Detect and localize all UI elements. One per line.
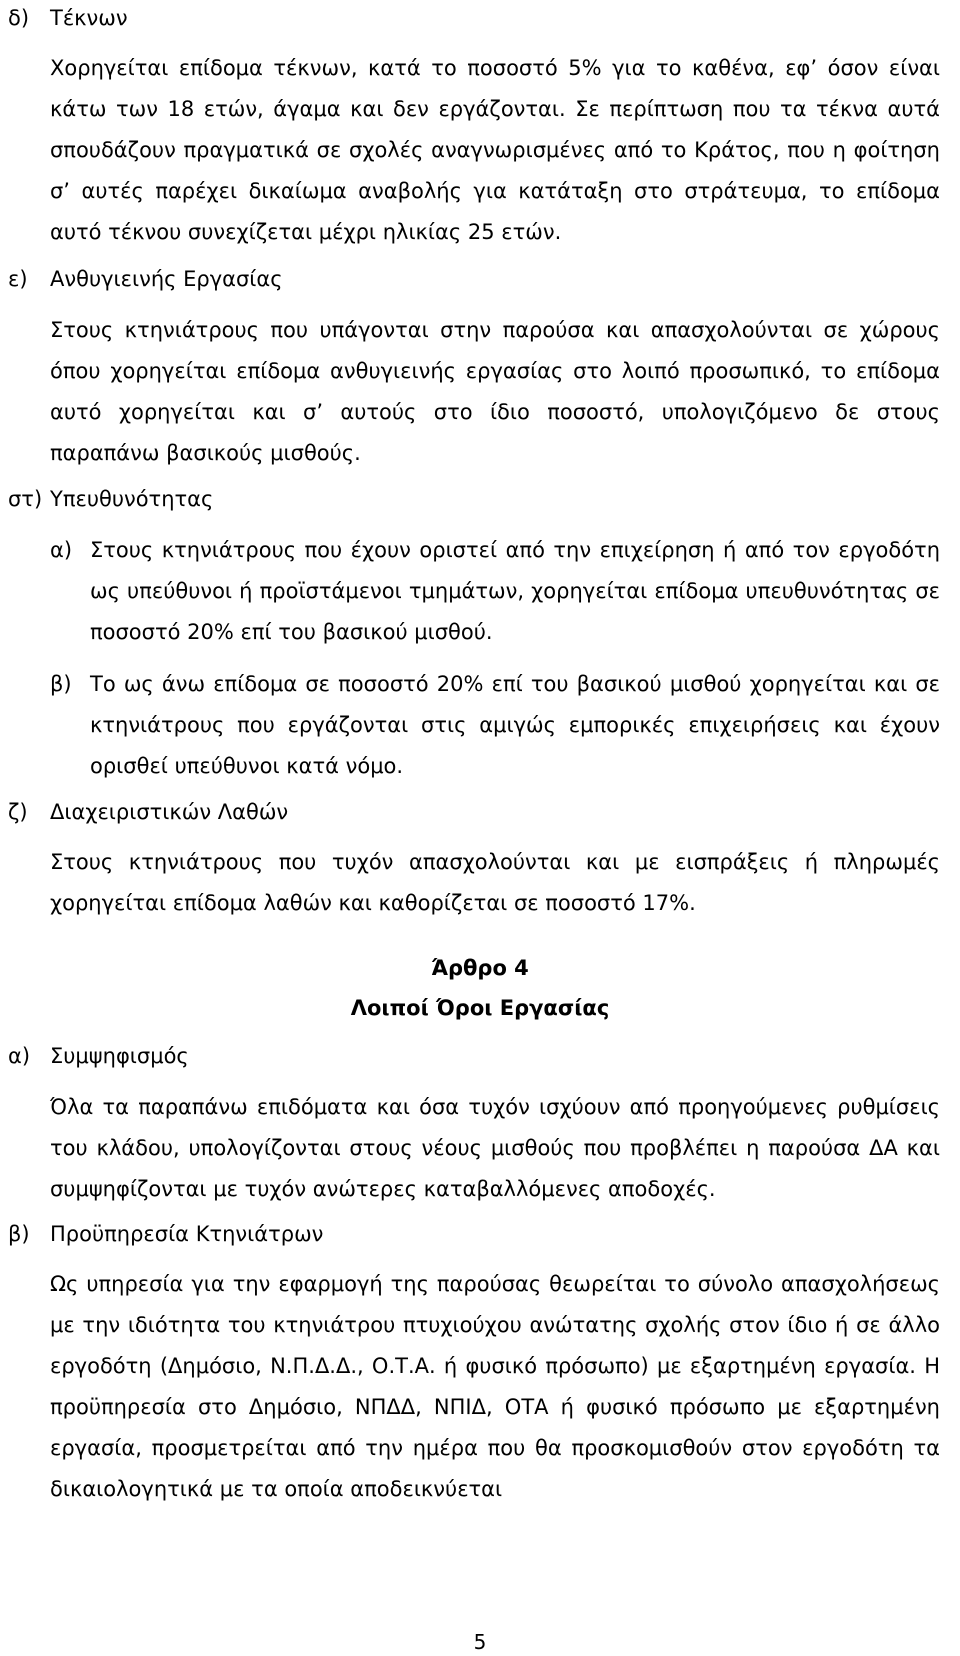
section-text-management-errors: Στους κτηνιάτρους που τυχόν απασχολούνται και με εισπράξεις ή πληρωμές χορηγείται επίδομα λαθών και καθορίζεται σε ποσοστό 17%. bbox=[50, 850, 940, 915]
section-label: Συμψηφισμός bbox=[50, 1044, 189, 1068]
section-heading-children bbox=[8, 5, 128, 31]
section-text-prior-service: Ως υπηρεσία για την εφαρμογή της παρούσας θεωρείται το σύνολο απασχολήσεως με την ιδιότητα του κτηνιάτρου πτυχιούχου ανώτατης σχολής στον ίδιο ή σε άλλο εργοδότη (Δημόσιο, Ν.Π.Δ.Δ., Ο.Τ.Α. ή φυσικό πρόσωπο) με εξαρτημένη εργασία. Η προϋπηρεσία στο Δημόσιο, ΝΠΔΔ, ΝΠΙΔ, ΟΤΑ ή φυσικό πρόσωπο με εξαρτημένη εργασία, προσμετρείται από την ημέρα που θα προσκομισθούν στον εργοδότη τα δικαιολογητικά με τα οποία αποδεικνύεται bbox=[50, 1272, 940, 1501]
section-letter: ζ) bbox=[8, 800, 28, 824]
section-text-children: Χορηγείται επίδομα τέκνων, κατά το ποσοστό 5% για το καθένα, εφ’ όσον είναι κάτω των 18 ετών, άγαμα και δεν εργάζονται. Σε περίπτωση που τα τέκνα αυτά σπουδάζουν πραγματικά σε σχολές αναγνωρισμένες από το Κράτος, που η φοίτηση σ’ αυτές παρέχει δικαίωμα αναβολής για κατάταξη στο στράτευμα, το επίδομα αυτό τέκνου συνεχίζεται μέχρι ηλικίας 25 ετών. bbox=[50, 56, 940, 244]
article-number: Άρθρο 4 bbox=[431, 956, 529, 980]
section-heading-responsibility bbox=[8, 486, 213, 512]
section-text-offsetting: Όλα τα παραπάνω επιδόματα και όσα τυχόν ισχύουν από προηγούμενες ρυθμίσεις του κλάδου, υπολογίζονται στους νέους μισθούς που προβλέπει η παρούσα ΔΑ και συμψηφίζονται με τυχόν ανώτερες καταβαλλόμενες αποδοχές. bbox=[50, 1095, 940, 1201]
section-label: Υπευθυνότητας bbox=[50, 487, 214, 511]
section-heading-unhealthy-work bbox=[8, 266, 283, 292]
section-text-unhealthy-work: Στους κτηνιάτρους που υπάγονται στην παρούσα και απασχολούνται σε χώρους όπου χορηγείται επίδομα ανθυγιεινής εργασίας στο λοιπό προσωπικό, το επίδομα αυτό χορηγείται και σ’ αυτούς στο ίδιο ποσοστό, υπολογιζόμενο δε στους παραπάνω βασικούς μισθούς. bbox=[50, 318, 940, 465]
section-label: Ανθυγιεινής Εργασίας bbox=[50, 267, 283, 291]
subsection-text: Στους κτηνιάτρους που έχουν οριστεί από την επιχείρηση ή από τον εργοδότη ως υπεύθυνοι ή προϊστάμενοι τμημάτων, χορηγείται επίδομα υπευθυνότητας σε ποσοστό 20% επί του βασικού μισθού. bbox=[90, 538, 940, 644]
section-heading-offsetting bbox=[8, 1043, 189, 1069]
section-heading-prior-service bbox=[8, 1221, 323, 1247]
section-heading-management-errors bbox=[8, 799, 288, 825]
page-number: 5 bbox=[473, 1630, 487, 1654]
section-letter: στ) bbox=[8, 487, 43, 511]
subsection-text: Το ως άνω επίδομα σε ποσοστό 20% επί του βασικού μισθού χορηγείται και σε κτηνιάτρους που εργάζονται στις αμιγώς εμπορικές επιχειρήσεις και έχουν ορισθεί υπεύθυνοι κατά νόμο. bbox=[90, 672, 940, 778]
section-letter: ε) bbox=[8, 267, 28, 291]
subsection-item bbox=[50, 664, 940, 787]
section-label: Προϋπηρεσία Κτηνιάτρων bbox=[50, 1222, 324, 1246]
section-letter: β) bbox=[8, 1222, 30, 1246]
section-letter: α) bbox=[8, 1044, 31, 1068]
subsection-marker: β) bbox=[50, 672, 72, 696]
subsection-item bbox=[50, 530, 940, 653]
article-title: Λοιποί Όροι Εργασίας bbox=[350, 996, 610, 1020]
section-label: Τέκνων bbox=[50, 6, 128, 30]
subsection-marker: α) bbox=[50, 538, 73, 562]
section-label: Διαχειριστικών Λαθών bbox=[50, 800, 289, 824]
section-letter: δ) bbox=[8, 6, 30, 30]
